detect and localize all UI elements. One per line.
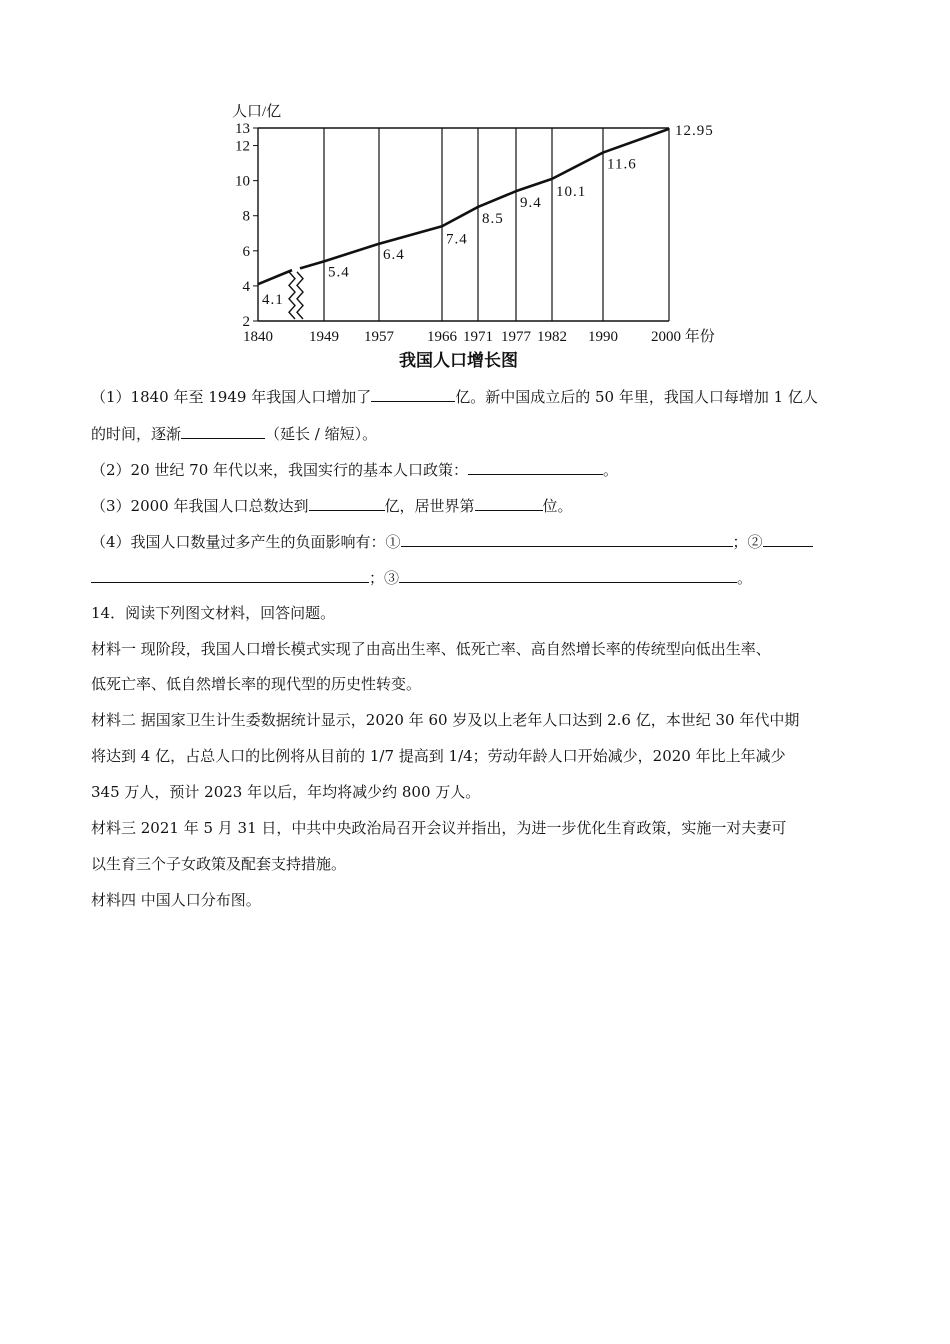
- q3-text-a: （3）2000 年我国人口总数达到: [91, 497, 309, 515]
- material-2-line-1: 材料二 据国家卫生计生委数据统计显示，2020 年 60 岁及以上老年人口达到 2.6 亿，本世纪 30 年代中期: [91, 711, 800, 729]
- q3-line: [91, 494, 861, 517]
- data-label-1840: 4.1: [262, 292, 284, 309]
- q1-text-d: （延长 / 缩短）。: [265, 425, 378, 443]
- x-tick-label: 1966: [427, 329, 457, 345]
- y-tick-label: 12: [235, 138, 250, 155]
- q1-line1: [91, 385, 861, 408]
- q4-answer-blank-1[interactable]: [401, 530, 733, 547]
- material-3-line-2: 以生育三个子女政策及配套支持措施。: [91, 855, 347, 873]
- q4-text-c: ；③: [369, 569, 400, 587]
- q1-text-c: 的时间，逐渐: [91, 425, 182, 443]
- axis-break-mark-left: [289, 272, 295, 319]
- data-label-1957: 6.4: [383, 246, 405, 263]
- q1-answer-blank-2[interactable]: [181, 422, 265, 439]
- y-tick-label: 13: [235, 121, 250, 137]
- q4-text-b: ；②: [732, 533, 763, 551]
- y-tick-label: 8: [242, 208, 250, 225]
- q4-text-d: 。: [737, 569, 753, 587]
- y-tick-label: 4: [242, 278, 250, 295]
- x-tick-label: 1990: [588, 329, 618, 345]
- q2-text-b: 。: [603, 461, 619, 479]
- data-label-1966: 7.4: [446, 231, 468, 248]
- q14-heading: 14．阅读下列图文材料，回答问题。: [91, 604, 336, 622]
- q4-line2: [91, 566, 861, 589]
- material-1-line-1: 材料一 现阶段，我国人口增长模式实现了由高出生率、低死亡率、高自然增长率的传统型向低出生率、: [91, 640, 771, 658]
- q3-answer-blank-2[interactable]: [475, 494, 543, 511]
- x-tick-label: 1982: [537, 329, 567, 345]
- x-tick-label: 1957: [364, 329, 394, 345]
- material-4-line: 材料四 中国人口分布图。: [91, 891, 261, 909]
- x-tick-label: 1977: [501, 329, 531, 345]
- material-1-line-2: 低死亡率、低自然增长率的现代型的历史性转变。: [91, 675, 422, 693]
- x-tick-label: 2000 年份: [651, 329, 715, 345]
- q3-answer-blank-1[interactable]: [309, 494, 385, 511]
- data-label-2000: 12.95: [675, 122, 714, 139]
- data-label-1949: 5.4: [328, 264, 350, 281]
- data-label-1971: 8.5: [482, 210, 504, 227]
- chart-svg: [226, 96, 726, 374]
- series-line: [300, 129, 669, 268]
- q3-text-b: 亿，居世界第: [384, 497, 475, 515]
- data-label-1982: 10.1: [556, 183, 587, 200]
- material-2-line-2: 将达到 4 亿，占总人口的比例将从目前的 1/7 提高到 1/4；劳动年龄人口开始减少，2020 年比上年减少: [91, 747, 786, 765]
- q4-answer-blank-2b[interactable]: [91, 566, 369, 583]
- x-tick-label: 1840: [243, 329, 273, 345]
- data-label-1990: 11.6: [607, 156, 637, 173]
- y-tick-label: 2: [242, 314, 250, 330]
- q2-answer-blank[interactable]: [468, 458, 603, 475]
- x-tick-label: 1971: [463, 329, 493, 345]
- q4-answer-blank-2a[interactable]: [763, 530, 813, 547]
- y-axis-label: 人口/亿: [232, 104, 282, 120]
- y-tick-label: 6: [242, 243, 250, 260]
- material-2-line-3: 345 万人，预计 2023 年以后，年均将减少约 800 万人。: [91, 783, 481, 801]
- x-tick-label: 1949: [309, 329, 339, 345]
- q2-line: [91, 458, 861, 481]
- series-line-pre-break: [258, 270, 292, 284]
- q4-line1: [91, 530, 861, 553]
- q1-text-a: （1）1840 年至 1949 年我国人口增加了: [91, 388, 372, 406]
- q4-answer-blank-3[interactable]: [399, 566, 737, 583]
- axis-break-mark-right: [297, 272, 303, 319]
- q1-line2: [91, 422, 861, 445]
- q2-text-a: （2）20 世纪 70 年代以来，我国实行的基本人口政策：: [91, 461, 469, 479]
- chart-title: 我国人口增长图: [399, 351, 518, 371]
- q4-text-a: （4）我国人口数量过多产生的负面影响有：①: [91, 533, 401, 551]
- population-growth-chart: [226, 96, 726, 374]
- material-3-line-1: 材料三 2021 年 5 月 31 日，中共中央政治局召开会议并指出，为进一步优化生育政策，实施一对夫妻可: [91, 819, 787, 837]
- y-tick-label: 10: [235, 173, 250, 190]
- q1-answer-blank-1[interactable]: [371, 385, 455, 402]
- data-label-1977: 9.4: [520, 195, 542, 212]
- q3-text-c: 位。: [542, 497, 573, 515]
- q1-text-b: 亿。新中国成立后的 50 年里，我国人口每增加 1 亿人: [455, 388, 818, 406]
